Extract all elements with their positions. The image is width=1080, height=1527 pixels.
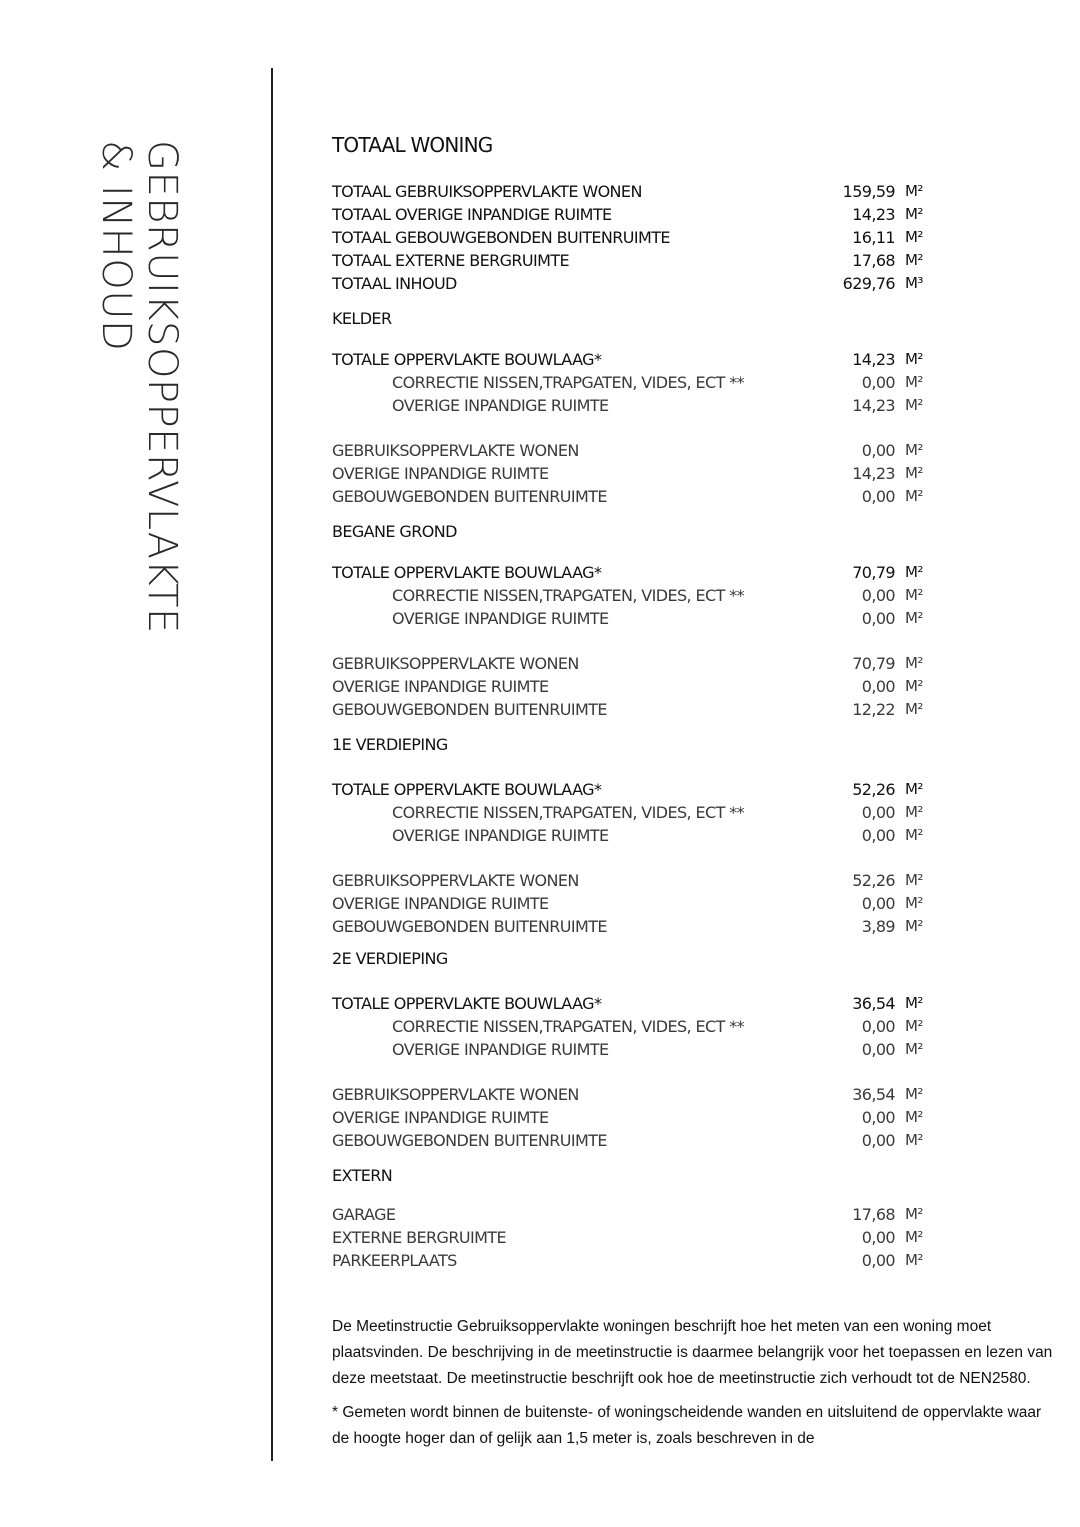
floor-total-row: TOTALE OPPERVLAKTE BOUWLAAG* 36,54 M² — [332, 994, 923, 1013]
floor-section-kelder — [332, 295, 952, 508]
side-title-line1: GEBRUIKSOPPERVLAKTE — [139, 140, 185, 634]
floor-row: OVERIGE INPANDIGE RUIMTE 0,00 M² — [332, 677, 923, 696]
floor-total-row: TOTALE OPPERVLAKTE BOUWLAAG* 70,79 M² — [332, 563, 923, 582]
floor-row: GEBRUIKSOPPERVLAKTE WONEN 70,79 M² — [332, 654, 923, 673]
floor-row: OVERIGE INPANDIGE RUIMTE 14,23 M² — [332, 464, 923, 483]
floor-row: OVERIGE INPANDIGE RUIMTE 0,00 M² — [332, 1108, 923, 1127]
sub-row: OVERIGE INPANDIGE RUIMTE 0,00 M² — [392, 1040, 923, 1059]
total-row: TOTAAL EXTERNE BERGRUIMTE 17,68 M² — [332, 251, 923, 270]
floor-row: GEBRUIKSOPPERVLAKTE WONEN 36,54 M² — [332, 1085, 923, 1104]
sub-row: CORRECTIE NISSEN,TRAPGATEN, VIDES, ECT ** 0,00 M² — [392, 586, 923, 605]
extern-row: GARAGE 17,68 M² — [332, 1205, 923, 1224]
total-row: TOTAAL INHOUD 629,76 M³ — [332, 274, 923, 293]
floor-section-2e-verdieping — [332, 938, 952, 1152]
paragraph-footnote: * Gemeten wordt binnen de buitenste- of woningscheidende wanden en uitsluitend de oppervlakte waar de hoogte hoger dan of gelijk aan 1,5 meter is, zoals beschreven in de — [332, 1404, 1042, 1447]
floor-total-row: TOTALE OPPERVLAKTE BOUWLAAG* 14,23 M² — [332, 350, 923, 369]
section-title: BEGANE GROND — [332, 522, 457, 541]
side-title — [95, 140, 185, 700]
section-title: 1E VERDIEPING — [332, 735, 448, 754]
floor-row: GEBOUWGEBONDEN BUITENRUIMTE 0,00 M² — [332, 487, 923, 506]
page-heading: TOTAAL WONING — [332, 133, 493, 157]
floor-row: GEBOUWGEBONDEN BUITENRUIMTE 12,22 M² — [332, 700, 923, 719]
total-row: TOTAAL GEBOUWGEBONDEN BUITENRUIMTE 16,11 M² — [332, 228, 923, 247]
measurement-sheet — [332, 130, 1053, 1452]
side-title-line2: & INHOUD — [93, 140, 139, 352]
floor-row: GEBRUIKSOPPERVLAKTE WONEN 0,00 M² — [332, 441, 923, 460]
sub-row: CORRECTIE NISSEN,TRAPGATEN, VIDES, ECT ** 0,00 M² — [392, 803, 923, 822]
total-row: TOTAAL OVERIGE INPANDIGE RUIMTE 14,23 M² — [332, 205, 923, 224]
section-title: 2E VERDIEPING — [332, 949, 448, 968]
extern-section — [332, 1152, 952, 1272]
floor-total-row: TOTALE OPPERVLAKTE BOUWLAAG* 52,26 M² — [332, 780, 923, 799]
vertical-divider — [271, 68, 273, 1461]
sub-row: OVERIGE INPANDIGE RUIMTE 0,00 M² — [392, 826, 923, 845]
section-title: EXTERN — [332, 1166, 393, 1185]
sub-row: CORRECTIE NISSEN,TRAPGATEN, VIDES, ECT ** 0,00 M² — [392, 1017, 923, 1036]
floor-section-1e-verdieping — [332, 721, 952, 938]
extern-row: EXTERNE BERGRUIMTE 0,00 M² — [332, 1228, 923, 1247]
sub-row: OVERIGE INPANDIGE RUIMTE 14,23 M² — [392, 396, 923, 415]
floor-row: OVERIGE INPANDIGE RUIMTE 0,00 M² — [332, 894, 923, 913]
totals-block — [332, 180, 952, 295]
floor-section-begane-grond — [332, 508, 952, 721]
sub-row: OVERIGE INPANDIGE RUIMTE 0,00 M² — [392, 609, 923, 628]
floor-row: GEBOUWGEBONDEN BUITENRUIMTE 0,00 M² — [332, 1131, 923, 1150]
floor-row: GEBRUIKSOPPERVLAKTE WONEN 52,26 M² — [332, 871, 923, 890]
extern-row: PARKEERPLAATS 0,00 M² — [332, 1251, 923, 1270]
section-title: KELDER — [332, 309, 392, 328]
sub-row: CORRECTIE NISSEN,TRAPGATEN, VIDES, ECT ** 0,00 M² — [392, 373, 923, 392]
floor-row: GEBOUWGEBONDEN BUITENRUIMTE 3,89 M² — [332, 917, 923, 936]
paragraph-meetinstructie: De Meetinstructie Gebruiksoppervlakte woningen beschrijft hoe het meten van een woning moet plaatsvinden. De beschrijving in de meetinstructie is daarmee belangrijk voor het toepassen en lezen van deze meetstaat. De meetinstructie beschrijft ook hoe de meetinstructie zich verhoudt tot de NEN2580. — [332, 1318, 1053, 1387]
total-row: TOTAAL GEBRUIKSOPPERVLAKTE WONEN 159,59 M² — [332, 182, 923, 201]
